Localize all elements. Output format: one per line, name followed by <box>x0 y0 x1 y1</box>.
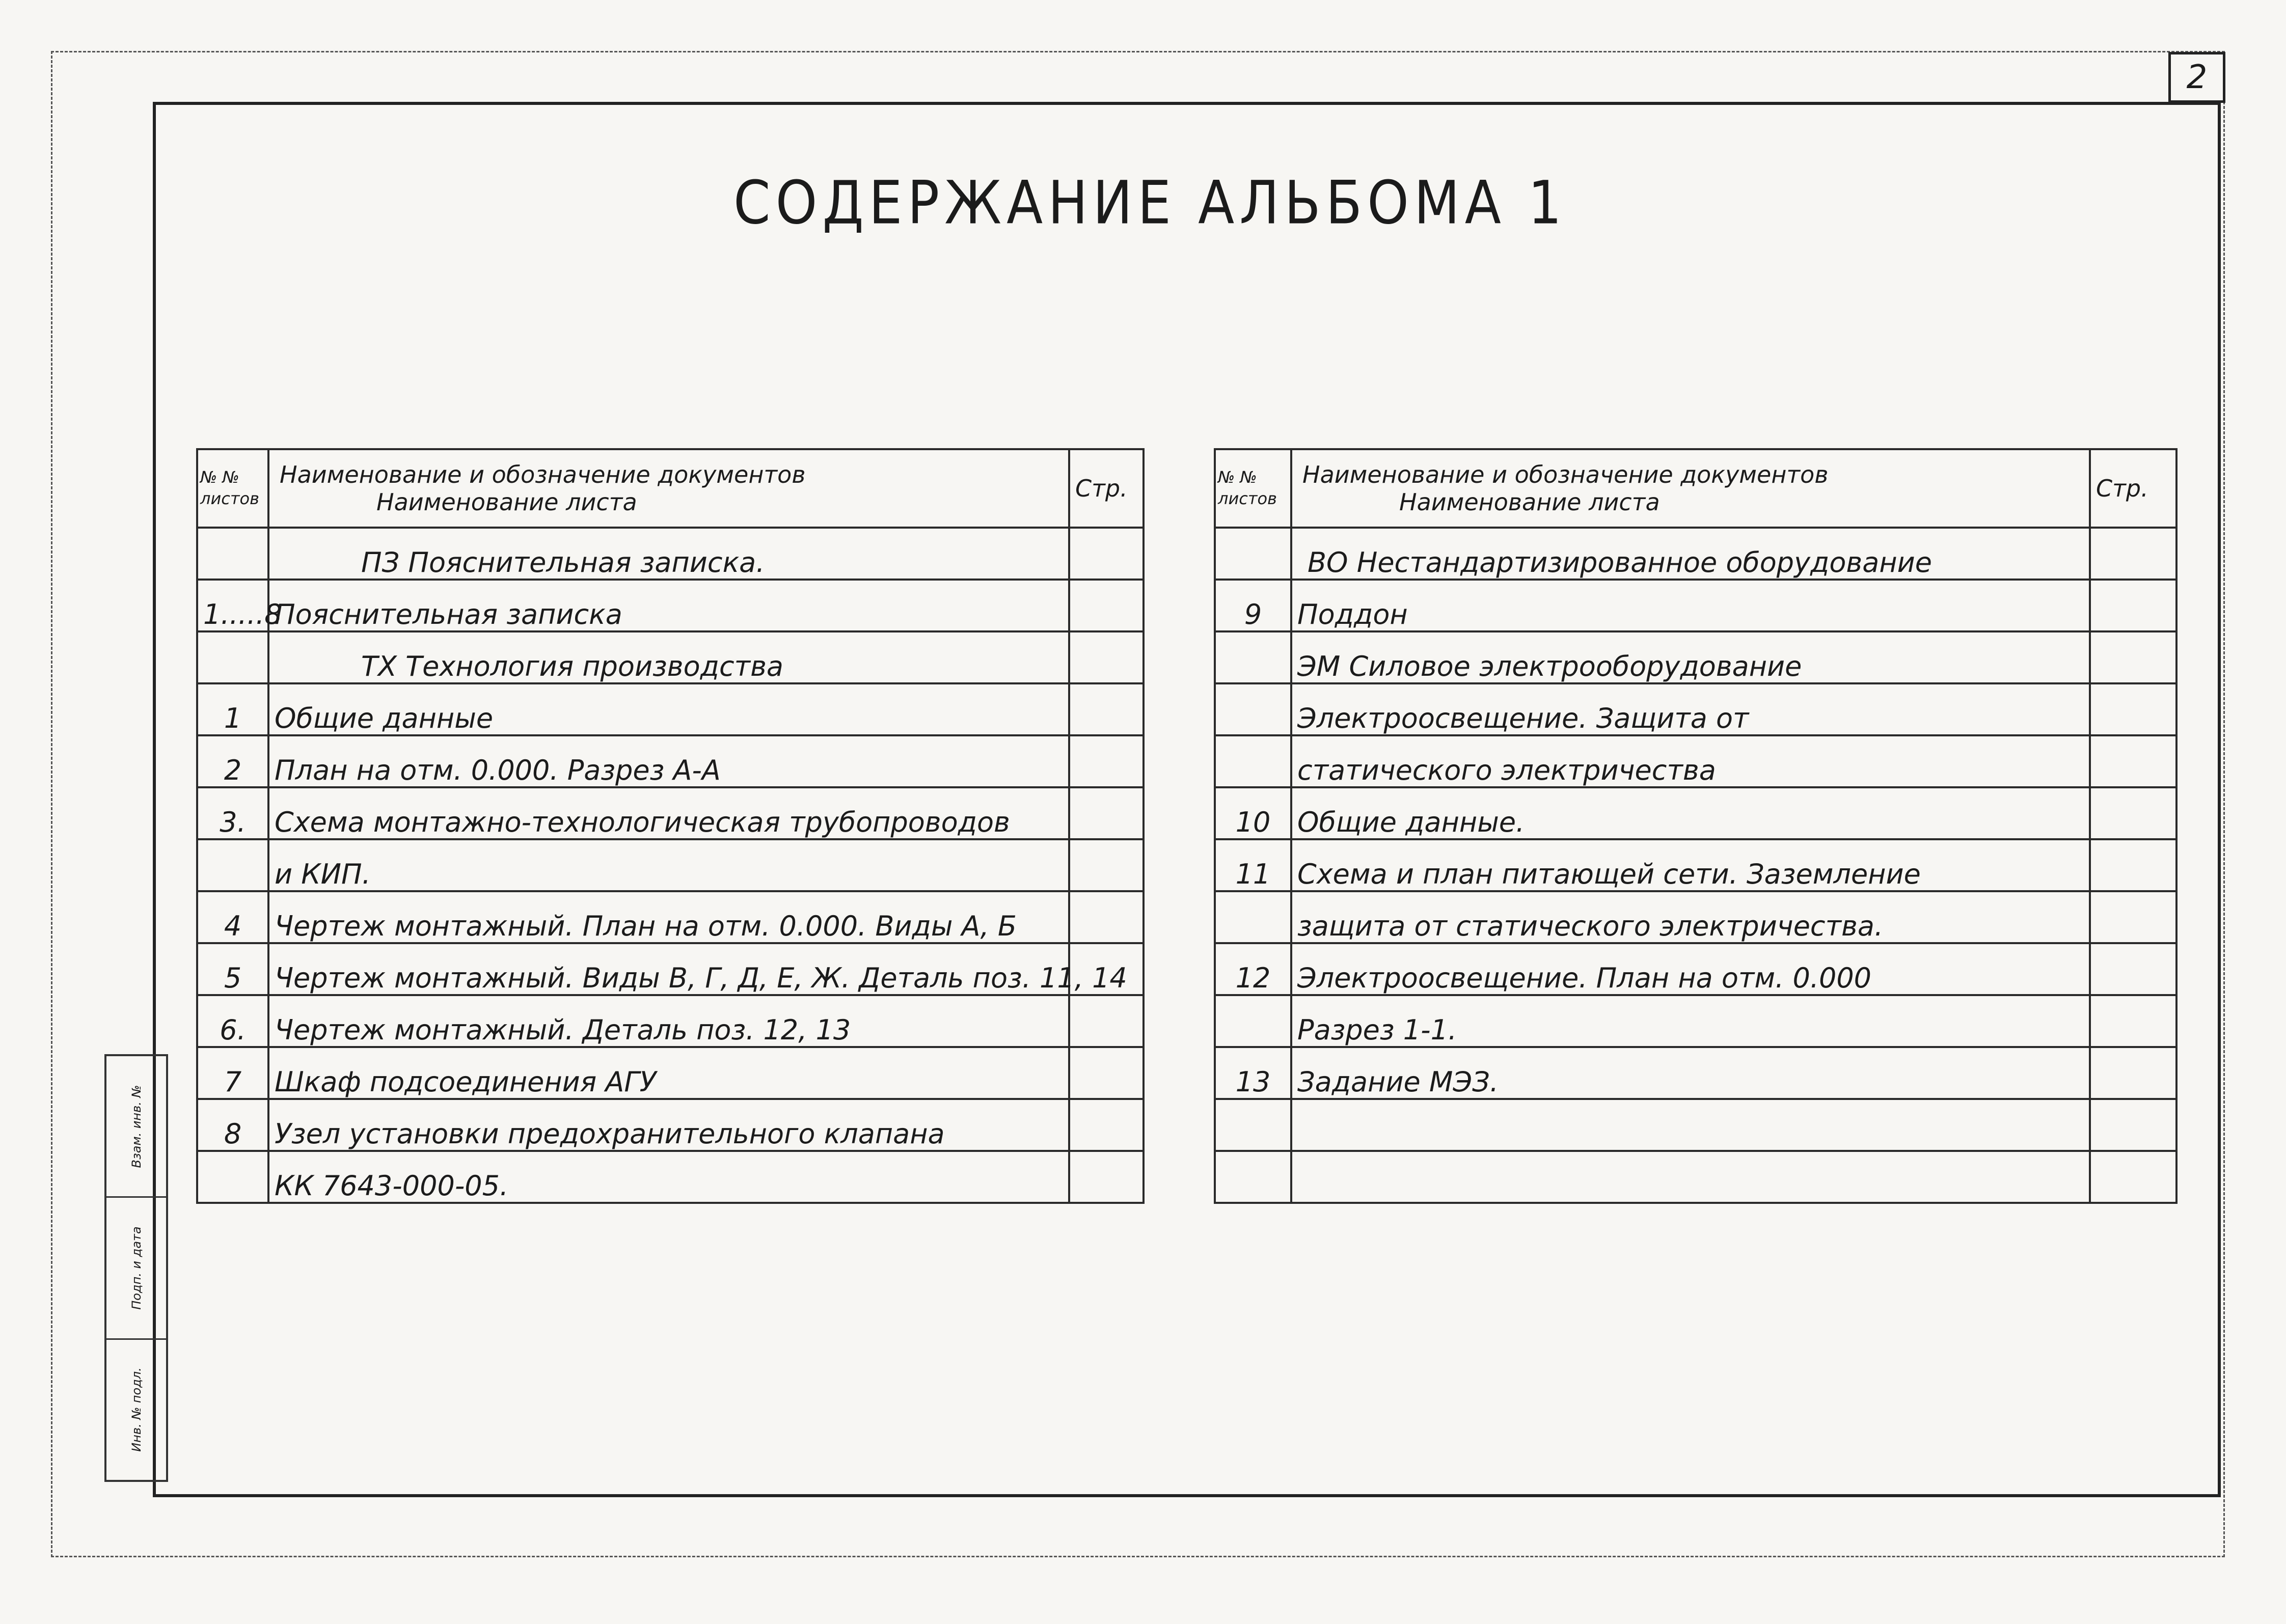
table-row <box>197 631 1144 683</box>
table-row <box>197 839 1144 891</box>
stamp-field <box>106 1340 166 1480</box>
sheet-number-cell <box>1215 1099 1291 1151</box>
table-row <box>1215 995 2176 1047</box>
table-row <box>1215 943 2176 995</box>
sheet-title-cell: Чертеж монтажный. Виды В, Г, Д, Е, Ж. Деталь поз. 11, 14 <box>268 943 1069 995</box>
page-cell <box>2090 1047 2176 1099</box>
sheet-number-cell: 8 <box>197 1099 268 1151</box>
sheet-number-cell <box>197 631 268 683</box>
header-name-line2: Наименование листа <box>1399 488 1660 516</box>
sheet-number-cell <box>197 528 268 580</box>
page-cell <box>1069 1099 1144 1151</box>
sheet-title-cell: защита от статического электричества. <box>1291 891 2090 943</box>
sheet-title-cell: Задание МЭЗ. <box>1291 1047 2090 1099</box>
page-cell <box>2090 1099 2176 1151</box>
table-row <box>197 1151 1144 1203</box>
table-row <box>1215 1099 2176 1151</box>
page-cell <box>1069 787 1144 839</box>
header-document-name <box>268 449 1069 528</box>
sheet-title-cell: ТХ Технология производства <box>268 631 1069 683</box>
sheet-title-cell: и КИП. <box>268 839 1069 891</box>
table-row <box>197 580 1144 631</box>
sheet-number-cell: 4 <box>197 891 268 943</box>
sheet-number-cell: 2 <box>197 735 268 787</box>
table-row <box>1215 839 2176 891</box>
sheet-title-cell <box>1291 1151 2090 1203</box>
sheet-title-cell: Шкаф подсоединения АГУ <box>268 1047 1069 1099</box>
sheet-title-cell: Пояснительная записка <box>268 580 1069 631</box>
page-cell <box>2090 1151 2176 1203</box>
page-cell <box>1069 891 1144 943</box>
sheet-number-cell: 5 <box>197 943 268 995</box>
page-cell <box>1069 683 1144 735</box>
sheet-title-cell: Узел установки предохранительного клапана <box>268 1099 1069 1151</box>
table-row <box>1215 528 2176 580</box>
page-cell <box>1069 528 1144 580</box>
header-name-line1: Наименование и обозначение документов <box>1302 461 1829 488</box>
header-sheet-number <box>197 449 268 528</box>
contents-table-left <box>196 448 1145 1204</box>
page-cell <box>1069 631 1144 683</box>
sheet-number-cell: 12 <box>1215 943 1291 995</box>
sheet-title-cell: Схема монтажно-технологическая трубопроводов <box>268 787 1069 839</box>
contents-right-body <box>1215 528 2176 1203</box>
approval-stamp <box>104 1054 168 1482</box>
sheet-title-cell: Общие данные. <box>1291 787 2090 839</box>
header-document-name <box>1291 449 2090 528</box>
page-cell <box>1069 1151 1144 1203</box>
page-cell <box>2090 683 2176 735</box>
table-row <box>197 683 1144 735</box>
sheet-title-cell: ПЗ Пояснительная записка. <box>268 528 1069 580</box>
table-row <box>1215 1047 2176 1099</box>
header-num-line2: листов <box>200 489 259 508</box>
sheet-number: 2 <box>2168 52 2225 103</box>
sheet-number-cell: 9 <box>1215 580 1291 631</box>
page-cell <box>2090 528 2176 580</box>
sheet-number-cell <box>1215 995 1291 1047</box>
header-num-line1: № № <box>200 467 239 487</box>
page-cell <box>2090 735 2176 787</box>
table-header-row <box>197 449 1144 528</box>
table-row <box>1215 891 2176 943</box>
sheet-number-cell <box>1215 631 1291 683</box>
sheet-title-cell: Электроосвещение. План на отм. 0.000 <box>1291 943 2090 995</box>
sheet-number-cell <box>1215 735 1291 787</box>
contents-table-right <box>1214 448 2178 1204</box>
page-cell <box>1069 580 1144 631</box>
table-row <box>1215 787 2176 839</box>
page-cell <box>2090 839 2176 891</box>
table-row <box>1215 631 2176 683</box>
sheet-number-cell: 11 <box>1215 839 1291 891</box>
table-row <box>1215 580 2176 631</box>
sheet-number-cell <box>197 1151 268 1203</box>
sheet-title-cell: ВО Нестандартизированное оборудование <box>1291 528 2090 580</box>
sheet-number-cell <box>1215 891 1291 943</box>
stamp-label: Взам. инв. № <box>129 1085 144 1168</box>
contents-left-body <box>197 528 1144 1203</box>
header-name-line2: Наименование листа <box>376 488 637 516</box>
sheet-title-cell: Чертеж монтажный. План на отм. 0.000. Виды А, Б <box>268 891 1069 943</box>
sheet-number-cell <box>1215 528 1291 580</box>
stamp-field <box>106 1198 166 1339</box>
sheet-title-cell: Разрез 1-1. <box>1291 995 2090 1047</box>
header-page: Стр. <box>1069 449 1144 528</box>
table-row <box>1215 683 2176 735</box>
page-cell <box>2090 943 2176 995</box>
sheet-number-cell: 6. <box>197 995 268 1047</box>
sheet-title-cell: План на отм. 0.000. Разрез А-А <box>268 735 1069 787</box>
sheet-title-cell: КК 7643-000-05. <box>268 1151 1069 1203</box>
sheet-number-cell: 7 <box>197 1047 268 1099</box>
table-row <box>197 735 1144 787</box>
table-row <box>197 528 1144 580</box>
sheet-title-cell: Электроосвещение. Защита от <box>1291 683 2090 735</box>
page-cell <box>2090 631 2176 683</box>
sheet-title-cell: Чертеж монтажный. Деталь поз. 12, 13 <box>268 995 1069 1047</box>
header-page: Стр. <box>2090 449 2176 528</box>
sheet-title-cell <box>1291 1099 2090 1151</box>
header-sheet-number <box>1215 449 1291 528</box>
table-row <box>197 1047 1144 1099</box>
sheet-number-cell <box>1215 1151 1291 1203</box>
page-title: СОДЕРЖАНИЕ АЛЬБОМА 1 <box>733 168 1567 238</box>
sheet-title-cell: Схема и план питающей сети. Заземление <box>1291 839 2090 891</box>
table-row <box>197 943 1144 995</box>
header-num-line2: листов <box>1218 489 1277 508</box>
sheet-number-cell: 1.....8 <box>197 580 268 631</box>
table-row <box>197 787 1144 839</box>
table-row <box>1215 735 2176 787</box>
page-cell <box>2090 580 2176 631</box>
sheet-number-cell: 3. <box>197 787 268 839</box>
page-cell <box>2090 891 2176 943</box>
sheet-number-cell <box>1215 683 1291 735</box>
stamp-label: Подп. и дата <box>129 1226 144 1310</box>
sheet-number-cell: 1 <box>197 683 268 735</box>
stamp-label: Инв. № подл. <box>129 1367 144 1452</box>
table-row <box>1215 1151 2176 1203</box>
page-cell <box>1069 839 1144 891</box>
table-row <box>197 891 1144 943</box>
page-cell <box>2090 787 2176 839</box>
table-row <box>197 1099 1144 1151</box>
sheet-number-cell: 10 <box>1215 787 1291 839</box>
sheet-title-cell: Общие данные <box>268 683 1069 735</box>
sheet-title-cell: Поддон <box>1291 580 2090 631</box>
sheet-title-cell: статического электричества <box>1291 735 2090 787</box>
sheet-title-cell: ЭМ Силовое электрооборудование <box>1291 631 2090 683</box>
sheet-number-cell <box>197 839 268 891</box>
page-cell <box>1069 735 1144 787</box>
table-row <box>197 995 1144 1047</box>
header-num-line1: № № <box>1218 467 1257 487</box>
page-cell <box>1069 1047 1144 1099</box>
page-cell <box>1069 995 1144 1047</box>
page-cell <box>2090 995 2176 1047</box>
sheet-number-cell: 13 <box>1215 1047 1291 1099</box>
header-name-line1: Наименование и обозначение документов <box>280 461 806 488</box>
stamp-field <box>106 1056 166 1198</box>
table-header-row <box>1215 449 2176 528</box>
